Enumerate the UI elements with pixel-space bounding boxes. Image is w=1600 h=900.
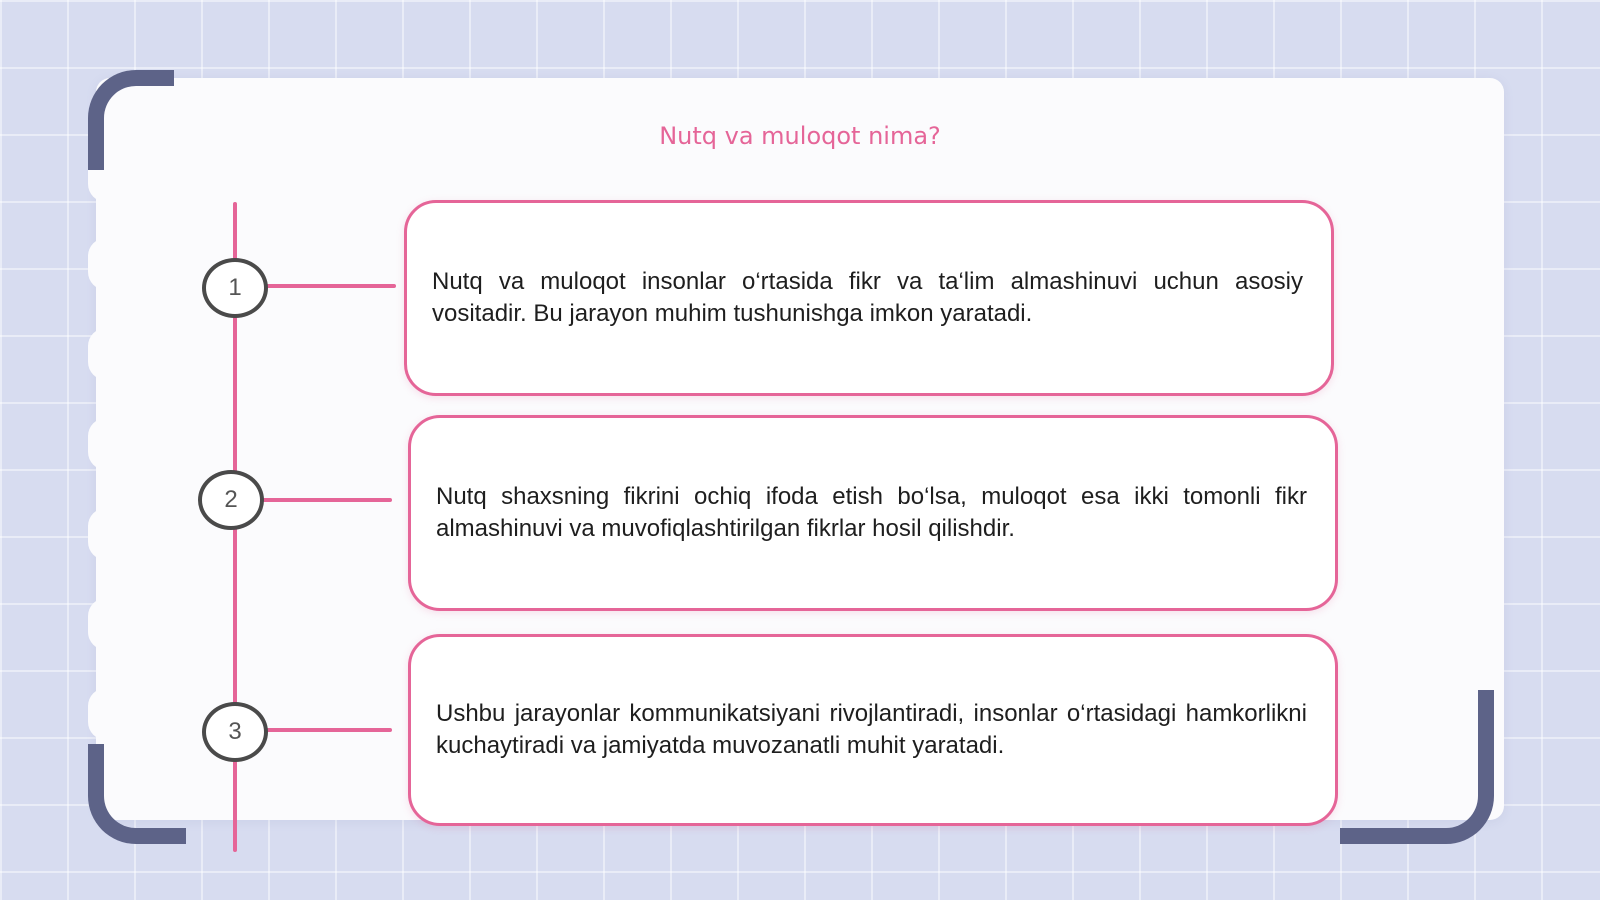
notepad-scallop xyxy=(88,598,124,650)
notepad-scallop xyxy=(88,328,124,380)
step-number: 3 xyxy=(228,718,242,745)
corner-bracket-bottom-left xyxy=(88,744,186,844)
notepad-scallop xyxy=(88,418,124,470)
step-text: Nutq shaxsning fikrini ochiq ifoda etish bo‘lsa, muloqot esa ikki tomonli fikr almashinuvi va muvofiqlashtirilgan fikrlar hosil qilishdir. xyxy=(436,483,1307,542)
step-number: 1 xyxy=(228,274,242,301)
notepad-scallop xyxy=(88,508,124,560)
slide-title: Nutq va muloqot nima? xyxy=(659,122,941,150)
step-number-circle xyxy=(202,258,268,318)
corner-bracket-top-left xyxy=(88,70,174,170)
step-text: Nutq va muloqot insonlar o‘rtasida fikr va ta‘lim almashinuvi uchun asosiy vositadir. Bu jarayon muhim tushunishga imkon yaratadi. xyxy=(432,268,1303,327)
step-text-box xyxy=(404,200,1334,396)
step-text: Ushbu jarayonlar kommunikatsiyani rivojlantiradi, insonlar o‘rtasidagi hamkorlikni kuchaytiradi va jamiyatda muvozanatli muhit yaratadi. xyxy=(436,700,1307,759)
step-number-circle xyxy=(198,470,264,530)
timeline-connector xyxy=(264,728,392,732)
timeline-connector xyxy=(260,498,392,502)
notepad-scallop xyxy=(88,238,124,290)
corner-bracket-bottom-right xyxy=(1340,690,1494,844)
timeline-connector xyxy=(264,284,396,288)
step-number: 2 xyxy=(224,486,238,513)
step-text-box xyxy=(408,415,1338,611)
notepad-scallop xyxy=(88,688,124,740)
step-number-circle xyxy=(202,702,268,762)
step-text-box xyxy=(408,634,1338,826)
